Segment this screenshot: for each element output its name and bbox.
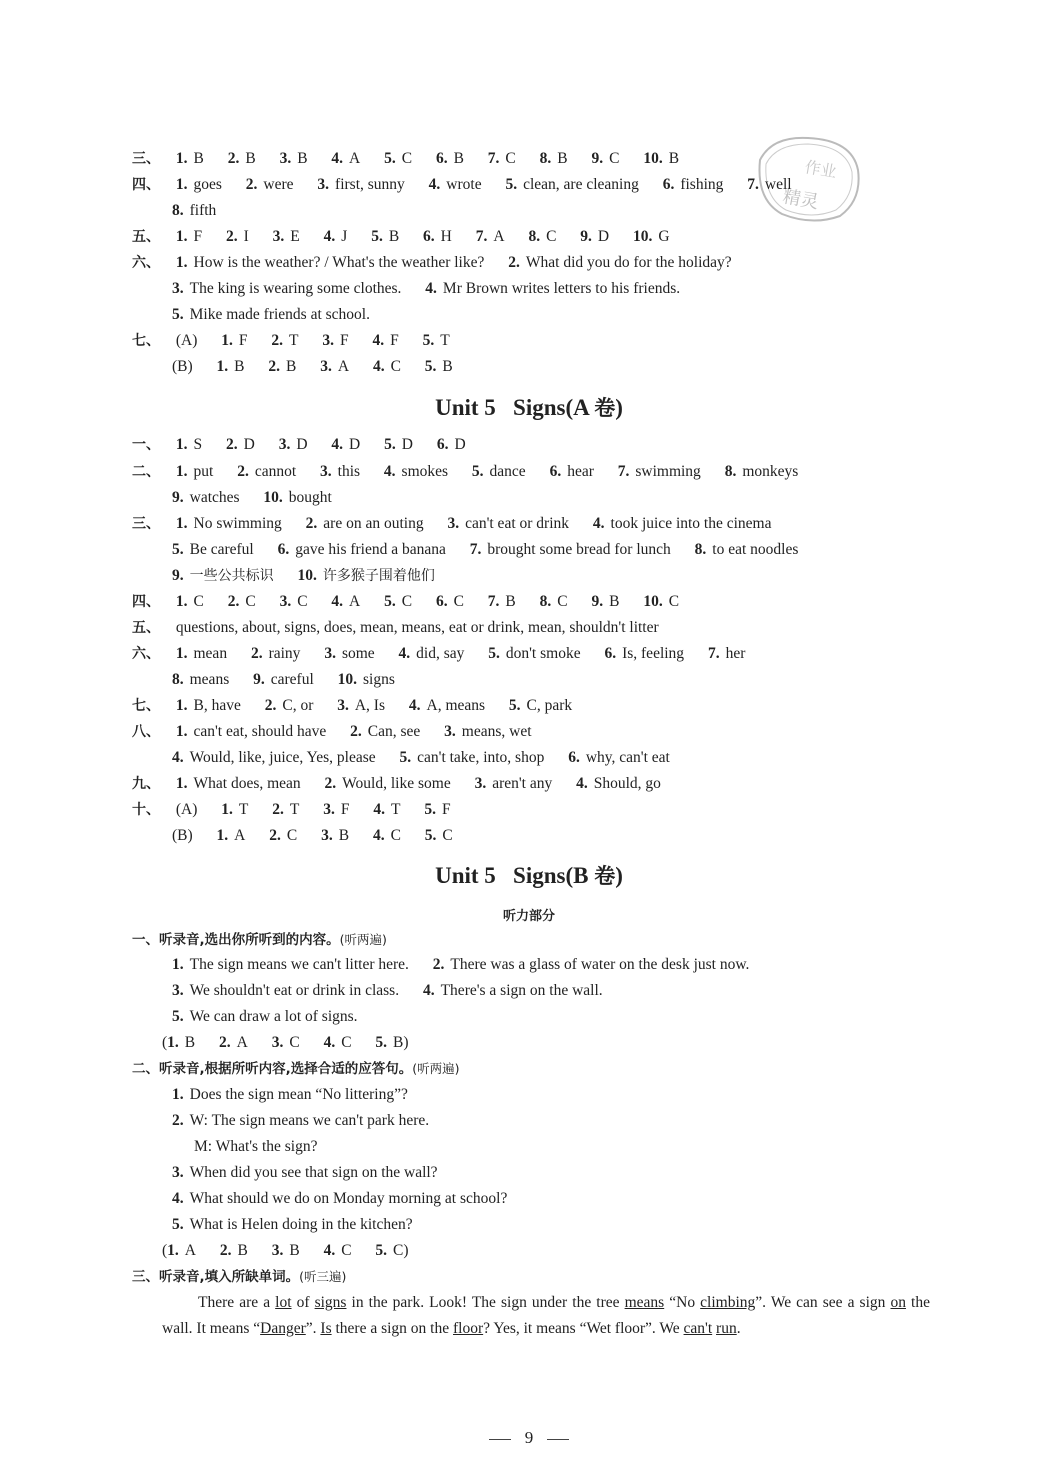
unit-b-section-1-row: 1. The sign means we can't litter here. 2. There was a glass of water on the desk just now.	[172, 956, 750, 973]
filled-word: Is	[320, 1320, 332, 1337]
section-7-row-a: 七、 (A) 1. F 2. T 3. F 4. F 5. T	[132, 330, 470, 352]
unit-b-section-1-row-2: 3. We shouldn't eat or drink in class. 4. There's a sign on the wall.	[172, 982, 603, 999]
filled-word: lot	[275, 1294, 292, 1311]
section-mark: 三、	[132, 516, 160, 532]
unit-a-section-3-row-3: 9. 一些公共标识 10. 许多猴子围着他们	[172, 567, 435, 584]
section-mark: 二、	[132, 464, 160, 480]
listening-subtitle: 听力部分	[502, 909, 555, 924]
unit-a-section-1-row: 一、 1. S 2. D 3. D 4. D 5. D 6. D	[132, 434, 486, 456]
unit-a-section-10-row-a: 十、 (A) 1. T 2. T 3. F 4. T 5. F	[132, 799, 471, 821]
section-mark: 五、	[132, 229, 160, 245]
filled-word: signs	[314, 1294, 347, 1311]
unit-a-section-6-row-2: 8. means 9. careful 10. signs	[172, 671, 395, 688]
section-3-row: 三、 1. B 2. B 3. B 4. A 5. C 6. B 7. C 8. B 9. C 10. B	[132, 148, 699, 170]
section-mark: 七、	[132, 698, 160, 714]
unit-a-title: Unit 5 Signs(A 卷)	[435, 395, 623, 420]
unit-b-title: Unit 5 Signs(B 卷)	[435, 863, 623, 888]
section-mark: 四、	[132, 594, 160, 610]
section-mark: 十、	[132, 802, 160, 818]
unit-a-section-3-row-2: 5. Be careful 6. gave his friend a banana 7. brought some bread for lunch 8. to eat noodles	[172, 541, 799, 558]
filled-word: can't	[683, 1320, 713, 1337]
unit-b-section-1-heading: 一、听录音,选出你所听到的内容。(听两遍)	[132, 932, 387, 948]
unit-a-section-8-row-2: 4. Would, like, juice, Yes, please 5. can't take, into, shop 6. why, can't eat	[172, 749, 670, 766]
dash-right	[547, 1439, 569, 1440]
unit-a-section-3-row: 三、 1. No swimming 2. are on an outing 3. can't eat or drink 4. took juice into the cinema	[132, 513, 792, 535]
unit-a-section-9-row: 九、 1. What does, mean 2. Would, like some 3. aren't any 4. Should, go	[132, 773, 681, 795]
filled-word: means	[624, 1294, 665, 1311]
section-5-row: 五、 1. F 2. I 3. E 4. J 5. B 6. H 7. A 8. C 9. D 10. G	[132, 226, 690, 248]
unit-a-section-10-row-b: (B) 1. A 2. C 3. B 4. C 5. C	[172, 827, 453, 844]
dash-left	[489, 1439, 511, 1440]
unit-b-section-2-q5: 5. What is Helen doing in the kitchen?	[172, 1216, 413, 1233]
filled-word: run	[716, 1320, 737, 1337]
filled-word: climbing	[700, 1294, 756, 1311]
section-mark: 三、	[132, 151, 160, 167]
section-mark: 一、	[132, 437, 160, 453]
unit-a-section-2-row: 二、 1. put 2. cannot 3. this 4. smokes 5. dance 6. hear 7. swimming 8. monkeys	[132, 461, 818, 483]
svg-text:精灵: 精灵	[781, 186, 821, 214]
section-6-row-2: 3. The king is wearing some clothes. 4. Mr Brown writes letters to his friends.	[172, 280, 681, 297]
section-mark: 六、	[132, 646, 160, 662]
unit-b-section-2-q3: 3. When did you see that sign on the wall?	[172, 1164, 438, 1181]
unit-a-section-8-row: 八、 1. can't eat, should have 2. Can, see 3. means, wet	[132, 721, 552, 743]
fill-in-paragraph: There are a lot of signs in the park. Look! The sign under the tree means “No climbing”. We can see a sign on the wall. It means “Danger”. Is there a sign on the floor? Yes, it means “Wet floor”. We can't run.	[162, 1294, 930, 1337]
unit-b-section-1-answers: (1. B 2. A 3. C 4. C 5. B)	[162, 1034, 409, 1051]
section-6-row: 六、 1. How is the weather? / What's the weather like? 2. What did you do for the holiday?	[132, 252, 752, 274]
section-mark: 九、	[132, 776, 160, 792]
section-mark: 七、	[132, 333, 160, 349]
filled-word: floor	[453, 1320, 484, 1337]
unit-a-section-7-row: 七、 1. B, have 2. C, or 3. A, Is 4. A, means 5. C, park	[132, 695, 592, 717]
section-mark: 八、	[132, 724, 160, 740]
unit-a-section-6-row: 六、 1. mean 2. rainy 3. some 4. did, say 5. don't smoke 6. Is, feeling 7. her	[132, 643, 765, 665]
unit-b-section-3-heading: 三、听录音,填入所缺单词。(听三遍)	[132, 1269, 347, 1285]
section-mark: 四、	[132, 177, 160, 193]
section-4-row: 四、 1. goes 2. were 3. first, sunny 4. wrote 5. clean, are cleaning 6. fishing 7. well	[132, 174, 812, 196]
unit-a-section-5-row: 五、 questions, about, signs, does, mean, means, eat or drink, mean, shouldn't litter	[132, 617, 659, 639]
unit-b-section-2-q2-reply: M: What's the sign?	[194, 1138, 318, 1155]
unit-b-section-2-q4: 4. What should we do on Monday morning at school?	[172, 1190, 508, 1207]
unit-b-section-2-answers: (1. A 2. B 3. B 4. C 5. C)	[162, 1242, 409, 1259]
section-mark: 六、	[132, 255, 160, 271]
section-6-row-3: 5. Mike made friends at school.	[172, 306, 370, 323]
unit-a-section-2-row-2: 9. watches 10. bought	[172, 489, 332, 506]
page-number: 9	[0, 1428, 1058, 1448]
unit-a-section-4-row: 四、 1. C 2. C 3. C 4. A 5. C 6. C 7. B 8. C 9. B 10. C	[132, 591, 699, 613]
filled-word: Danger	[260, 1320, 306, 1337]
unit-b-section-2-q2: 2. W: The sign means we can't park here.	[172, 1112, 430, 1129]
section-mark: 五、	[132, 620, 160, 636]
unit-b-section-1-row-3: 5. We can draw a lot of signs.	[172, 1008, 358, 1025]
unit-b-section-2-heading: 二、听录音,根据所听内容,选择合适的应答句。(听两遍)	[132, 1061, 460, 1077]
filled-word: on	[890, 1294, 906, 1311]
section-7-row-b: (B) 1. B 2. B 3. A 4. C 5. B	[172, 358, 453, 375]
svg-text:作业: 作业	[803, 157, 839, 182]
section-4-row-2: 8. fifth	[172, 202, 217, 219]
unit-b-section-2-q1: 1. Does the sign mean “No littering”?	[172, 1086, 408, 1103]
